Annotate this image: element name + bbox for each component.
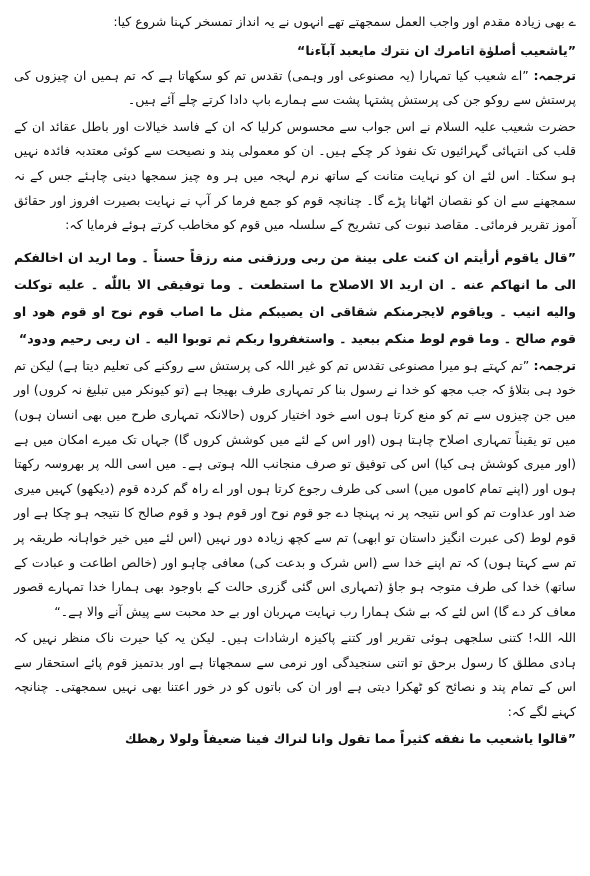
arabic-quote-2: ”قال یاقوم أرأیتم ان کنت علی بینة من ربی ورزقنی منه رزقاً حسناً ۔ وما ارید ان اخالفکم الی ما انھاکم عنه ۔ ان ارید الا الاصلاح ما استطعت ۔ وما توفیقی الا باللّٰه ۔ علیه توکلت والیه انیب ۔ ویاقوم لایجرمنکم شقاقی ان یصیبکم مثل ما اصاب قوم نوح او قوم ھود او قوم صالح ۔ وما قوم لوط منکم ببعید ۔ واستغفروا ربکم ثم توبوا الیه ۔ ان ربی رحیم ودود“ [14,249,576,346]
translation-2 [14,354,576,625]
translation-1 [14,64,576,113]
paragraph-body: حضرت شعیب علیہ السلام نے اس جواب سے محسوس کرلیا کہ ان کے فاسد خیالات اور باطل عقائد ان کے قلب کی انتہائی گہرائیوں تک نفوذ کر چکے ہیں۔ ان کو معمولی پند و نصیحت سے کوئی معتدبہ فائدہ نہیں ہو سکتا۔ اس لئے ان کو نہایت متانت کے ساتھ نرم لہجہ میں ہر وہ چیز سمجھا دینی چاہئے جس کے نہ سمجھنے سے ان کو نقصان اٹھانا پڑے گا۔ چنانچہ قوم کو جمع فرما کر آپ نے نہایت بصیرت افروز اور حقائق آموز تقریر فرمائی۔ مقاصد نبوت کی تشریح کے سلسلہ میں قوم کو مخاطب کرتے ہوئے فرمایا کہ: [14,118,576,233]
translation-text-1: ”اے شعیب کیا تمہارا (یہ مصنوعی اور وہمی) تقدس تم کو سکھاتا ہے کہ تم ہمیں ان چیزوں کی پرستش سے روکو جن کی پرستش پشتہا پشت سے ہمارے باپ دادا کرتے چلے آئے ہیں۔ [14,67,576,108]
arabic-quote-3: ”قالوا یاشعیب ما نفقه کثیراً مما تقول وانا لنراك فینا ضعیفاً ولولا رھطك [124,730,576,746]
book-page [14,10,576,870]
translation-label-2: ترجمہ: [533,357,576,373]
translation-label-1: ترجمہ: [533,67,576,83]
paragraph-commentary: اللہ اللہ! کتنی سلجھی ہوئی تقریر اور کتنے پاکیزہ ارشادات ہیں۔ لیکن یہ کیا حیرت ناک منظر نہیں کہ ہادی مطلق کا رسول برحق تو اتنی سنجیدگی اور نرمی سے سمجھاتا ہے اور بدتمیز قوم پائے استحقار سے اس کے تمام پند و نصائح کو ٹھکرا دیتی ہے اور ان کی باتوں کو در خور اعتنا بھی نہیں سمجھتی۔ چنانچہ کہنے لگے کہ: [14,630,576,720]
paragraph-intro: ے بھی زیادہ مقدم اور واجب العمل سمجھتے تھے انہوں نے یہ انداز تمسخر کہنا شروع کیا: [113,14,576,29]
translation-text-2: ”تم کہتے ہو میرا مصنوعی تقدس تم کو غیر اللہ کی پرستش سے روکنے کی تعلیم دیتا ہے) لیکن تم خود ہی بتلاؤ کہ جب مجھ کو خدا نے رسول بنا کر تمہاری طرف بھیجا ہے (تو کیونکر میں تبلیغ نہ کروں) اور میں جن چیزوں سے تم کو منع کرتا ہوں اسے خود اختیار کروں (حالانکہ تمہاری طرح میں بھی انسان ہوں) میں تو یقیناً تمہاری اصلاح چاہتا ہوں (اور اس کے لئے میں کوشش کروں گا) جہاں تک میرے امکان میں ہے (اور میری کوشش ہی کیا) اس کی توفیق تو صرف منجانب اللہ ہوتی ہے۔ میں اسی اللہ پر بھروسہ رکھتا ہوں اور (اپنے تمام کاموں میں) اسی کی طرف رجوع کرتا ہوں اور اے راہ گم کردہ قوم (دیکھو) کہیں میری ضد اور عداوت تم کو اس نتیجہ پر نہ پہنچا دے جو قوم نوح اور قوم ہود و قوم صالح کا نتیجہ ہو چکا ہے اور قوم لوط (کی عبرت انگیز داستان تو ابھی) تم سے کچھ زیادہ دور نہیں (اس لئے میں خیر خواہانہ طریقہ پر تم سے کہتا ہوں) کہ تم اپنے خدا سے (اس شرک و بدعت کی) معافی چاہو اور (خالص اطاعت و عبادت کے ساتھ) خدا کی طرف متوجہ ہو جاؤ (تمہاری اس گئی گزری حالت کے باوجود بھی ہمارا خدا تمہارے قصور معاف کر دے گا) اس لئے کہ بے شک ہمارا رب نہایت مہربان اور بے حد محبت سے پیش آنے والا ہے۔“ [14,357,576,619]
arabic-quote-1: ”یاشعیب أصلوٰة اتامرك ان نترك مایعبد آبآءنا“ [297,42,576,58]
